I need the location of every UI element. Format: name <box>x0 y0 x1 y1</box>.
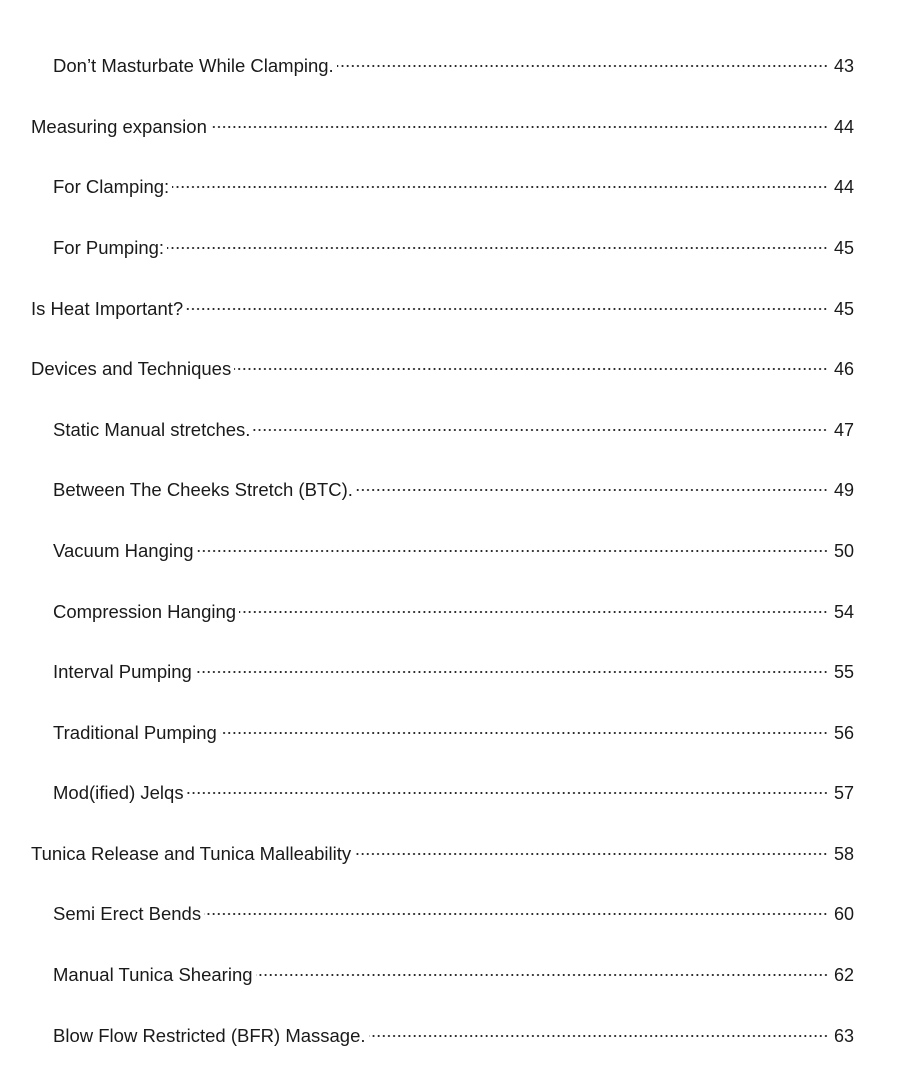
toc-entry-static-manual-stretches[interactable] <box>0 412 854 440</box>
toc-entry-for-clamping[interactable] <box>0 169 854 197</box>
toc-entry-page-number: 50 <box>833 541 854 561</box>
toc-entry-compression-hanging[interactable] <box>0 594 854 622</box>
toc-entry-devices-and-techniques[interactable] <box>0 351 854 379</box>
dot-leader <box>172 169 830 193</box>
toc-entry-title: Compression Hanging <box>53 601 237 622</box>
dot-leader <box>186 291 830 315</box>
toc-entry-measuring-expansion[interactable] <box>0 109 854 137</box>
dot-leader <box>167 230 830 254</box>
toc-entry-title: Vacuum Hanging <box>53 540 194 561</box>
dot-leader <box>337 48 830 72</box>
toc-entry-page-number: 55 <box>833 662 854 682</box>
toc-entry-modified-jelqs[interactable] <box>0 775 854 803</box>
dot-leader <box>187 775 830 799</box>
toc-entry-dont-masturbate-while-clamping[interactable] <box>0 48 854 76</box>
dot-leader <box>220 715 830 739</box>
toc-entry-is-heat-important[interactable] <box>0 291 854 319</box>
dot-leader <box>197 533 830 557</box>
toc-entry-page-number: 60 <box>833 904 854 924</box>
dot-leader <box>195 654 830 678</box>
dot-leader <box>210 109 830 133</box>
toc-entry-page-number: 44 <box>833 117 854 137</box>
toc-entry-tunica-release[interactable] <box>0 836 854 864</box>
toc-entry-page-number: 56 <box>833 723 854 743</box>
toc-entry-title: Static Manual stretches. <box>53 419 251 440</box>
dot-leader <box>253 412 830 436</box>
toc-entry-for-pumping[interactable] <box>0 230 854 258</box>
toc-entry-title: For Clamping: <box>53 176 170 197</box>
toc-entry-page-number: 43 <box>833 56 854 76</box>
toc-entry-page-number: 46 <box>833 359 854 379</box>
toc-entry-vacuum-hanging[interactable] <box>0 533 854 561</box>
toc-entry-bfr-massage[interactable] <box>0 1018 854 1046</box>
toc-entry-page-number: 54 <box>833 602 854 622</box>
toc-entry-title: Is Heat Important? <box>31 298 184 319</box>
toc-entry-manual-tunica-shearing[interactable] <box>0 957 854 985</box>
toc-entry-title: Interval Pumping <box>53 661 192 682</box>
toc-entry-title: Between The Cheeks Stretch (BTC). <box>53 479 353 500</box>
dot-leader <box>354 836 830 860</box>
toc-entry-between-the-cheeks-stretch[interactable] <box>0 472 854 500</box>
toc-entry-title: Blow Flow Restricted (BFR) Massage. <box>53 1025 366 1046</box>
dot-leader <box>234 351 830 375</box>
toc-entry-page-number: 44 <box>833 177 854 197</box>
toc-entry-title: Manual Tunica Shearing <box>53 964 253 985</box>
toc-entry-page-number: 57 <box>833 783 854 803</box>
toc-entry-title: Measuring expansion <box>31 116 207 137</box>
toc-entry-title: For Pumping: <box>53 237 165 258</box>
toc-entry-page-number: 62 <box>833 965 854 985</box>
dot-leader <box>256 957 830 981</box>
dot-leader <box>356 472 830 496</box>
toc-entry-traditional-pumping[interactable] <box>0 715 854 743</box>
dot-leader <box>204 896 830 920</box>
dot-leader <box>239 594 830 618</box>
toc-entry-title: Tunica Release and Tunica Malleability <box>31 843 352 864</box>
toc-entry-interval-pumping[interactable] <box>0 654 854 682</box>
toc-entry-page-number: 49 <box>833 480 854 500</box>
toc-entry-title: Semi Erect Bends <box>53 903 202 924</box>
toc-entry-page-number: 63 <box>833 1026 854 1046</box>
toc-entry-semi-erect-bends[interactable] <box>0 896 854 924</box>
toc-entry-page-number: 47 <box>833 420 854 440</box>
toc-entry-title: Don’t Masturbate While Clamping. <box>53 55 334 76</box>
toc-entry-title: Traditional Pumping <box>53 722 217 743</box>
toc-entry-page-number: 45 <box>833 299 854 319</box>
dot-leader <box>369 1018 830 1042</box>
toc-entry-page-number: 45 <box>833 238 854 258</box>
toc-entry-title: Devices and Techniques <box>31 358 232 379</box>
toc-entry-page-number: 58 <box>833 844 854 864</box>
toc-entry-title: Mod(ified) Jelqs <box>53 782 184 803</box>
